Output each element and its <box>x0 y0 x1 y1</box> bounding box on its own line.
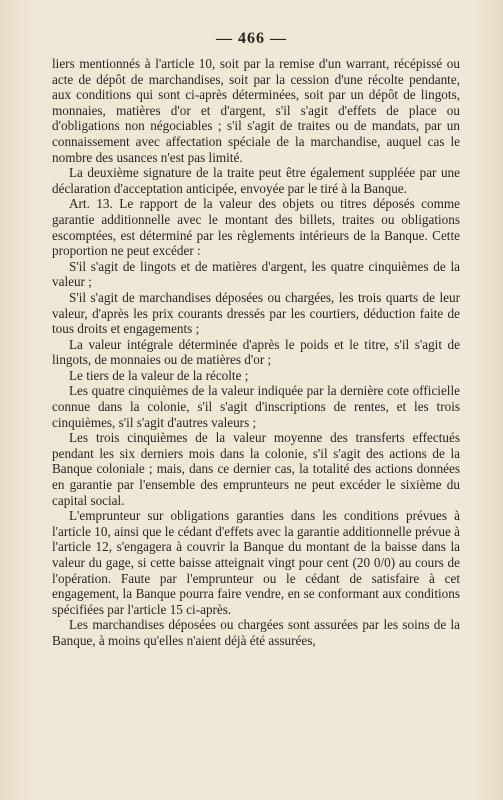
paragraph: Les trois cinquièmes de la valeur moyenne des transferts effectués pendant les six derniers mois dans la colonie, s'il s'agit des actions de la Banque coloniale ; mais, dans ce dernier cas, la totalité des actions données en garantie par l'ensemble des emprunteurs ne peut excéder le sixième du capital social. <box>52 430 460 508</box>
paragraph: L'emprunteur sur obligations garanties dans les conditions prévues à l'article 10, ainsi que le cédant d'effets avec la garantie additionnelle prévue à l'article 12, s'engagera à couvrir la Banque du montant de la baisse dans la valeur du gage, si cette baisse atteignait vingt pour cent (20 0/0) au cours de l'opération. Faute par l'emprunteur ou le cédant de satisfaire à cet engagement, la Banque pourra faire vendre, en se conformant aux conditions spécifiées par l'article 15 ci-après. <box>52 508 460 617</box>
paragraph: liers mentionnés à l'article 10, soit par la remise d'un warrant, récépissé ou acte de dépôt de marchandises, soit par la cession d'une récolte pendante, aux conditions qui sont ci-après déterminées, soit par un dépôt de lingots, monnaies, matières d'or et d'argent, s'il s'agit d'effets de place ou d'obligations non négociables ; s'il s'agit de traites ou de mandats, par un connaissement avec affectation spéciale de la marchandise, auquel cas le nombre des usances n'est pas limité. <box>52 56 460 165</box>
paragraph: Les quatre cinquièmes de la valeur indiquée par la dernière cote officielle connue dans la colonie, s'il s'agit d'inscriptions de rentes, et les trois cinquièmes, s'il s'agit d'autres valeurs ; <box>52 383 460 430</box>
paragraph: S'il s'agit de marchandises déposées ou chargées, les trois quarts de leur valeur, d'après les prix courants dressés par les courtiers, déduction faite de tous droits et engagements ; <box>52 289 460 337</box>
page-body <box>52 56 460 649</box>
paragraph: La valeur intégrale déterminée d'après le poids et le titre, s'il s'agit de lingots, de monnaies ou de matières d'or ; <box>52 336 460 368</box>
paragraph: Art. 13. Le rapport de la valeur des objets ou titres déposés comme garantie additionnelle avec le montant des billets, traites ou obligations escomptées, est déterminé par les règlements intérieurs de la Banque. Cette proportion ne peut excéder : <box>52 196 460 259</box>
paragraph: S'il s'agit de lingots et de matières d'argent, les quatre cinquièmes de la valeur ; <box>52 258 460 290</box>
paragraph: Le tiers de la valeur de la récolte ; <box>69 367 249 383</box>
paragraph: Les marchandises déposées ou chargées sont assurées par les soins de la Banque, à moins qu'elles n'aient déjà été assurées, <box>52 617 460 648</box>
page-number: — 466 — <box>216 30 287 47</box>
paragraph: La deuxième signature de la traite peut être également suppléée par une déclaration d'acceptation anticipée, envoyée par le tiré à la Banque. <box>52 165 460 196</box>
